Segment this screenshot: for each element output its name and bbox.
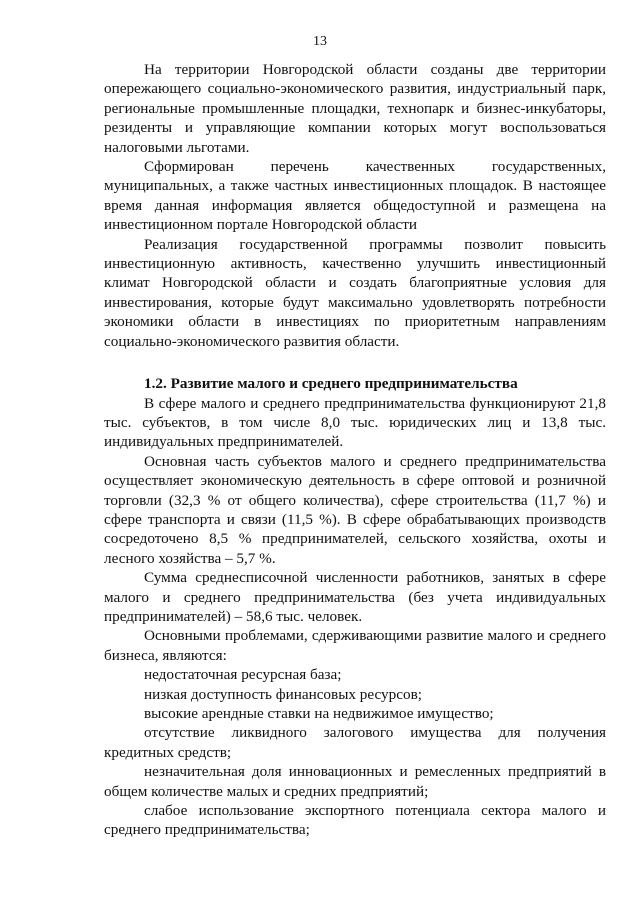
list-item: высокие арендные ставки на недвижимое имущество; [144, 705, 494, 722]
paragraph-territories: На территории Новгородской области созданы две территории опережающего социально-экономического развития, индустриальный парк, региональные промышленные площадки, технопарк и бизнес-инкубаторы, резиденты и управляющие компании которых могут воспользоваться налоговыми льготами. [104, 61, 606, 156]
paragraph-problems-intro: Основными проблемами, сдерживающими развитие малого и среднего бизнеса, являются: [104, 627, 606, 664]
paragraph-sme-structure: Основная часть субъектов малого и среднего предпринимательства осуществляет экономическую деятельность в сфере оптовой и розничной торговли (32,3 % от общего количества), сфере строительства (11,7 %) и сфере транспорта и связи (11,5 %). В сфере обрабатывающих производств сосредоточено 8,5 % предпринимателей, сельского хозяйства, охоты и лесного хозяйства – 5,7 %. [104, 452, 606, 567]
paragraph-sme-count: В сфере малого и среднего предпринимательства функционируют 21,8 тыс. субъектов, в том числе 8,0 тыс. юридических лиц и 13,8 тыс. индивидуальных предпринимателей. [104, 394, 606, 451]
list-item: низкая доступность финансовых ресурсов; [144, 685, 422, 703]
page-number: 13 [313, 34, 327, 49]
list-item: слабое использование экспортного потенциала сектора малого и среднего предпринимательства; [104, 802, 606, 839]
list-item: отсутствие ликвидного залогового имущества для получения кредитных средств; [104, 724, 606, 761]
list-item: незначительная доля инновационных и ремесленных предприятий в общем количестве малых и средних предприятий; [104, 763, 606, 800]
document-body [104, 60, 606, 840]
paragraph-investment-sites: Сформирован перечень качественных государственных, муниципальных, а также частных инвестиционных площадок. В настоящее время данная информация является общедоступной и размещена на инвестиционном портале Новгородской области [104, 158, 606, 234]
section-heading: 1.2. Развитие малого и среднего предпринимательства [144, 375, 518, 393]
list-item: недостаточная ресурсная база; [144, 666, 342, 684]
paragraph-sme-employment: Сумма среднесписочной численности работников, занятых в сфере малого и среднего предпринимательства (без учета индивидуальных предпринимателей) – 58,6 тыс. человек. [104, 569, 606, 625]
paragraph-program-realization: Реализация государственной программы позволит повысить инвестиционную активность, качественно улучшить инвестиционный климат Новгородской области и создать благоприятные условия для инвестирования, которые будут максимально удовлетворять потребности экономики области в инвестициях по приоритетным направлениям социально-экономического развития области. [104, 235, 606, 350]
